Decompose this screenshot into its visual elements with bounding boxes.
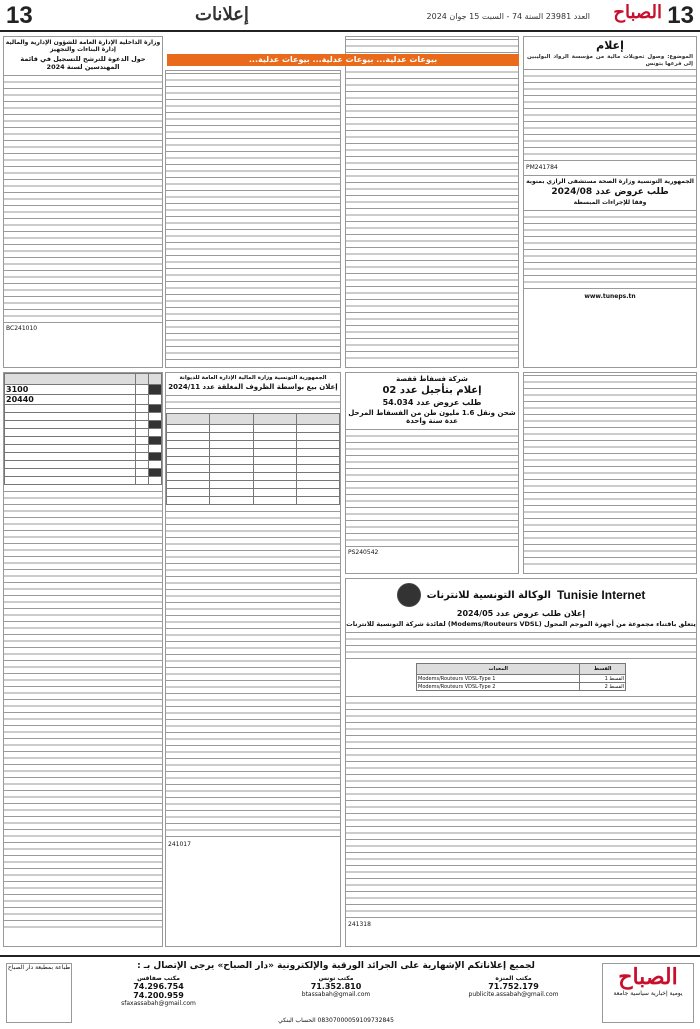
ti-col-lot: الفسط xyxy=(580,664,626,675)
ad-title: إعلام xyxy=(596,39,624,52)
lot-value: 20440 xyxy=(5,395,136,405)
ti-col-item: المعدات xyxy=(417,664,580,675)
customs-intro xyxy=(166,393,340,413)
ti-ref: 241318 xyxy=(348,921,371,928)
ti-intro xyxy=(346,630,696,660)
page-number: 13 xyxy=(667,2,694,29)
interior-title: حول الدعوة للترشح للتسجيل في قائمة المهندسين لسنة 2024 xyxy=(20,55,146,71)
hospital-body-2 xyxy=(524,373,696,569)
phosphate-body xyxy=(346,427,518,547)
phosphate-title: إعلام بتأجيل عدد 02 xyxy=(382,385,482,396)
ad-ref: PM241784 xyxy=(526,164,558,171)
hospital-body xyxy=(524,208,696,293)
hospital-tender-subtitle: وفقا للإجراءات المبسطة xyxy=(573,199,647,206)
ti-tender-title: إعلان طلب عروض عدد 2024/05 xyxy=(456,609,586,618)
customs-body xyxy=(166,509,340,839)
footer-offices xyxy=(76,975,596,1007)
phosphate-ref: PS240542 xyxy=(348,549,379,556)
customs-table xyxy=(166,413,340,505)
customs-ad xyxy=(165,372,341,947)
footer-printer: طباعة بمطبعة دار الصباح xyxy=(6,963,72,1023)
office-main: مكتب المنزه 71.752.179 publicite.assabah@gmail.com xyxy=(431,975,596,1007)
page-number-left: 13 xyxy=(6,2,33,29)
issue-info: العدد 23981 السنة 74 - السبت 15 جوان 2024 xyxy=(426,12,590,21)
office-tunis: مكتب تونس 71.352.810 btassabah@gmail.com xyxy=(254,975,419,1007)
ad-middle-right-body xyxy=(346,37,518,363)
ad-body xyxy=(524,67,696,162)
email-sfax[interactable]: sfaxassabah@gmail.com xyxy=(121,1000,196,1007)
phosphate-subtitle: طلب عروض عدد 54.034 xyxy=(382,398,482,407)
lots-table xyxy=(4,373,162,485)
ti-lots-table xyxy=(416,663,626,691)
fax-sfax: 74.200.959 xyxy=(133,991,184,1000)
phosphate-ad xyxy=(345,372,519,574)
hospital-continued xyxy=(523,372,697,574)
brand-en: Tunisie Internet xyxy=(556,588,646,602)
footer-bank: 08307000059109732845 الحساب البنكي xyxy=(278,1017,394,1024)
footer-daily: يومية إخبارية سياسية جامعة xyxy=(613,990,683,997)
footer-logo: الصباح xyxy=(618,964,678,990)
newspaper-logo: الصباح xyxy=(613,2,662,23)
email-tunis[interactable]: btassabah@gmail.com xyxy=(301,991,371,998)
customs-org: الجمهورية التونسية وزارة المالية الإدارة العامة للديوانة xyxy=(179,375,327,381)
ti-lot: القسط 2 xyxy=(580,683,626,691)
ti-body xyxy=(346,694,696,919)
interior-org: وزارة الداخلية الإدارة العامة للشؤون الإدارية والمالية إدارة البناءات والتجهيز xyxy=(5,39,161,53)
interior-body xyxy=(4,73,162,323)
ad-middle-left-body xyxy=(166,71,340,361)
ti-item: Modems/Routeurs VDSL-Type 2 xyxy=(417,683,580,691)
ad-subject: الموضوع: وصول تحويلات مالية من مؤسسة الرواد البوليبين إلى فرعها بتونس xyxy=(527,54,693,67)
office-sfax: مكتب صفاقس 74.296.754 74.200.959 sfaxassabah@gmail.com xyxy=(76,975,241,1007)
interior-ref: BC241010 xyxy=(6,325,38,332)
interior-ministry-ad xyxy=(3,36,163,368)
ad-middle-left xyxy=(165,70,341,368)
ti-tender-subtitle: يتعلق باقتناء مجموعة من أجهزة الموجم المحول (Modems/Routeurs VDSL) لفائدة شركة التونسية للانترنات xyxy=(346,620,696,628)
page-header xyxy=(0,0,700,32)
section-title: إعلانات xyxy=(195,4,249,25)
ti-item: Modems/Routeurs VDSL-Type 1 xyxy=(417,675,580,683)
email-main[interactable]: publicite.assabah@gmail.com xyxy=(468,991,559,998)
phone-tunis[interactable]: 71.352.810 xyxy=(310,982,362,991)
brand-ar: الوكالة التونسية للانترنات xyxy=(426,589,551,601)
tunisie-internet-logo-icon xyxy=(397,583,421,607)
customs-ref: 241017 xyxy=(168,841,191,848)
sales-band-label: بيوعات عدلية... بيوعات عدلية... بيوعات عدلية... xyxy=(167,54,519,66)
phone-sfax[interactable]: 74.296.754 xyxy=(133,982,184,991)
lots-table-ad xyxy=(3,372,163,947)
hospital-org: الجمهورية التونسية وزارة الصحة مستشفى الرازي بمنوبة xyxy=(526,178,694,185)
customs-title: إعلان بيع بواسطة الظروف المغلقة عدد 2024/11 xyxy=(168,383,338,391)
page-footer xyxy=(0,955,700,1029)
phosphate-company: شركة فسفاط قفصة xyxy=(396,375,468,383)
judicial-sales-band xyxy=(167,54,519,66)
tunisie-internet-ad xyxy=(345,578,697,947)
lots-body xyxy=(4,489,162,929)
tuneps-link: www.tuneps.tn xyxy=(584,293,636,300)
ad-middle-right xyxy=(345,36,519,368)
phosphate-desc: شحن ونقل 1.6 مليون طن من الفسفاط المرحل عدة سنة واحدة xyxy=(348,409,516,425)
footer-logo-box xyxy=(602,963,694,1023)
hospital-tender-title: طلب عروض عدد 2024/08 xyxy=(551,187,669,197)
footer-headline: لجميع إعلاناتكم الإشهارية على الجرائد الورقية والإلكترونية «دار الصباح» يرجى الإتصال بـ : xyxy=(137,961,535,971)
phone-main[interactable]: 71.752.179 xyxy=(488,982,539,991)
ti-lot: القسط 1 xyxy=(580,675,626,683)
ad-announcement xyxy=(523,36,697,368)
tunisie-internet-brand xyxy=(346,583,696,607)
lot-value: 3100 xyxy=(5,385,136,395)
